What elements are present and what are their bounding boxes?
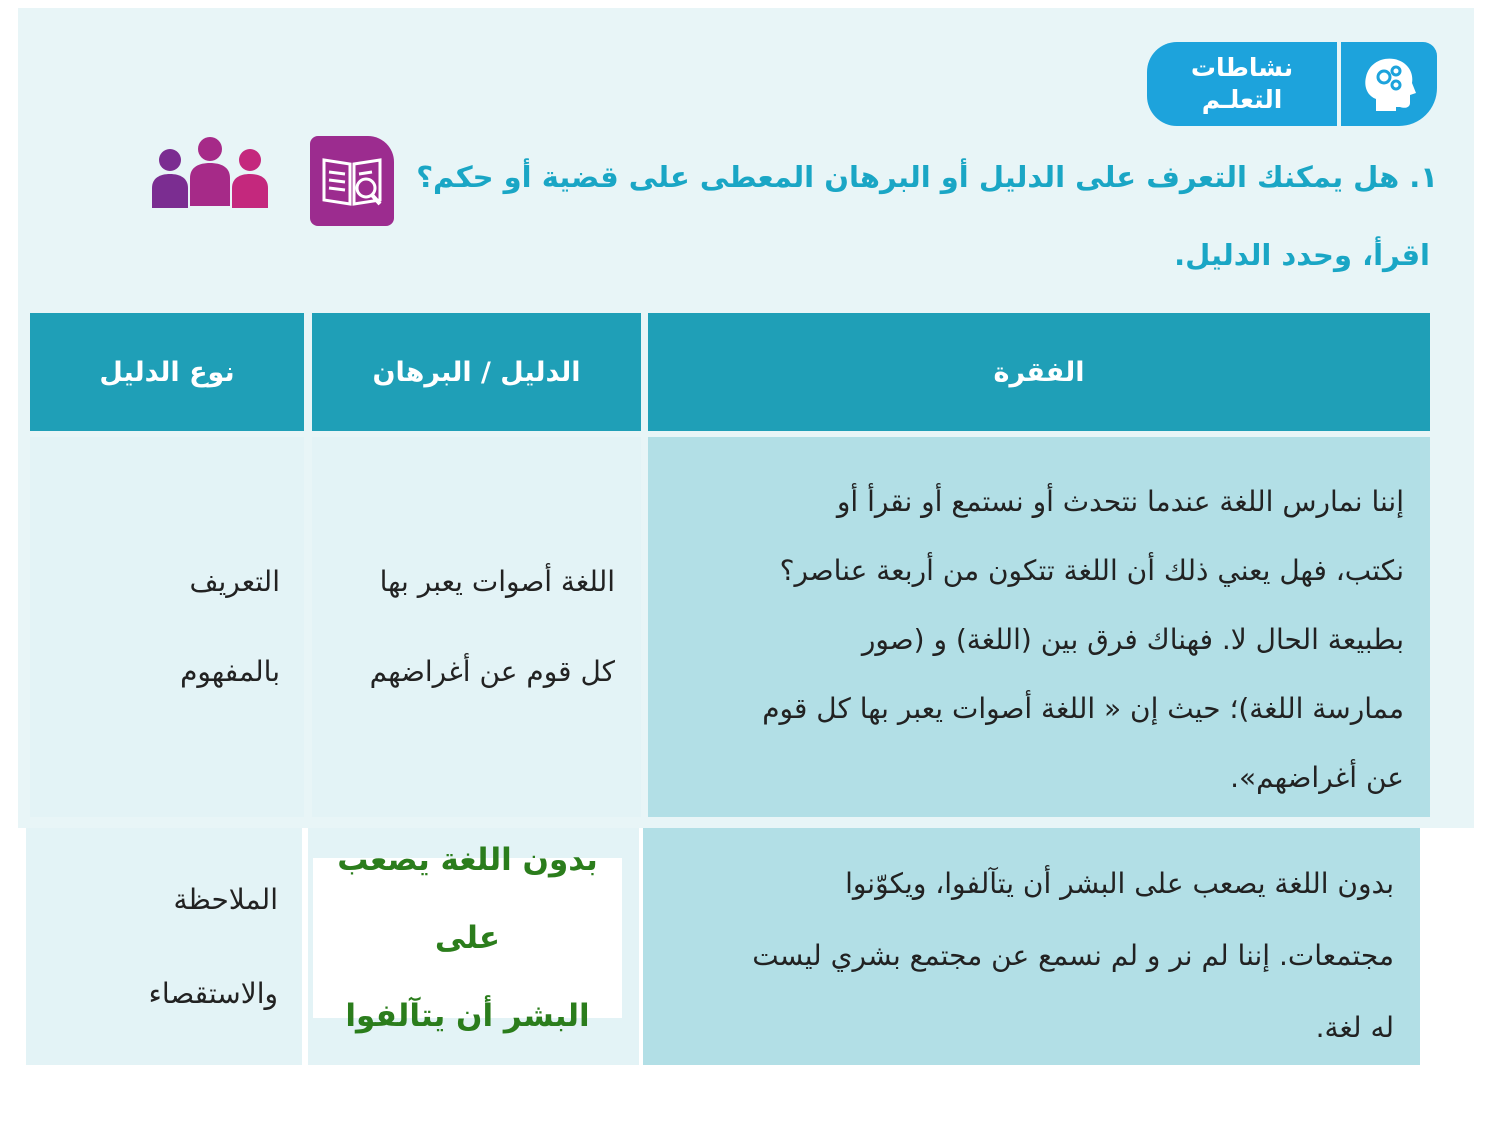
row1-paragraph-line: إننا نمارس اللغة عندما نتحدث أو نستمع أو نقرأ أو [836,485,1404,518]
badge-label [1147,42,1337,126]
row1-evidence-line: اللغة أصوات يعبر بها [379,565,615,598]
row1-evidence-line: كل قوم عن أغراضهم [369,655,615,688]
row1-type-cell [30,437,304,817]
badge-line-2: التعلـم [1201,85,1283,114]
row1-evidence-cell [312,437,641,817]
row1-paragraph-line: بطبيعة الحال لا. فهناك فرق بين (اللغة) و (صور [861,623,1404,656]
learning-activities-badge [1147,42,1437,126]
instruction-text: اقرأ، وحدد الدليل. [1174,238,1430,272]
row1-type-line: التعريف [189,565,280,598]
row1-paragraph-cell [648,437,1430,817]
row2-paragraph-line: له لغة. [1315,1011,1394,1044]
row2-type-cell [26,828,302,1065]
row2-type-line: الملاحظة [173,882,278,916]
row2-evidence-line: بدون اللغة يصعب على [337,842,598,956]
row1-type-line: بالمفهوم [180,655,280,688]
row2-paragraph-cell [643,828,1420,1065]
row2-paragraph-line: مجتمعات. إننا لم نر و لم نسمع عن مجتمع بشري ليست [752,939,1394,972]
header-evidence-type: نوع الدليل [30,313,304,431]
row1-paragraph-line: عن أغراضهم». [1230,761,1404,794]
badge-line-1: نشاطات [1190,53,1294,82]
header-paragraph: الفقرة [648,313,1430,431]
row1-paragraph-line: نكتب، فهل يعني ذلك أن اللغة تتكون من أربعة عناصر؟ [779,554,1404,587]
group-people-icon [150,136,270,208]
row2-paragraph-line: بدون اللغة يصعب على البشر أن يتآلفوا، ويكوّنوا [845,867,1394,900]
row1-paragraph-line: ممارسة اللغة)؛ حيث إن « اللغة أصوات يعبر بها كل قوم [762,692,1404,725]
row2-evidence-line: البشر أن يتآلفوا [345,998,590,1034]
row2-type-line: والاستقصاء [148,976,278,1010]
question-heading: ١. هل يمكنك التعرف على الدليل أو البرهان المعطى على قضية أو حكم؟ [416,160,1438,194]
header-evidence: الدليل / البرهان [312,313,641,431]
head-gears-icon [1341,42,1437,126]
row2-evidence-answer [313,842,622,1034]
book-search-icon [310,136,394,226]
